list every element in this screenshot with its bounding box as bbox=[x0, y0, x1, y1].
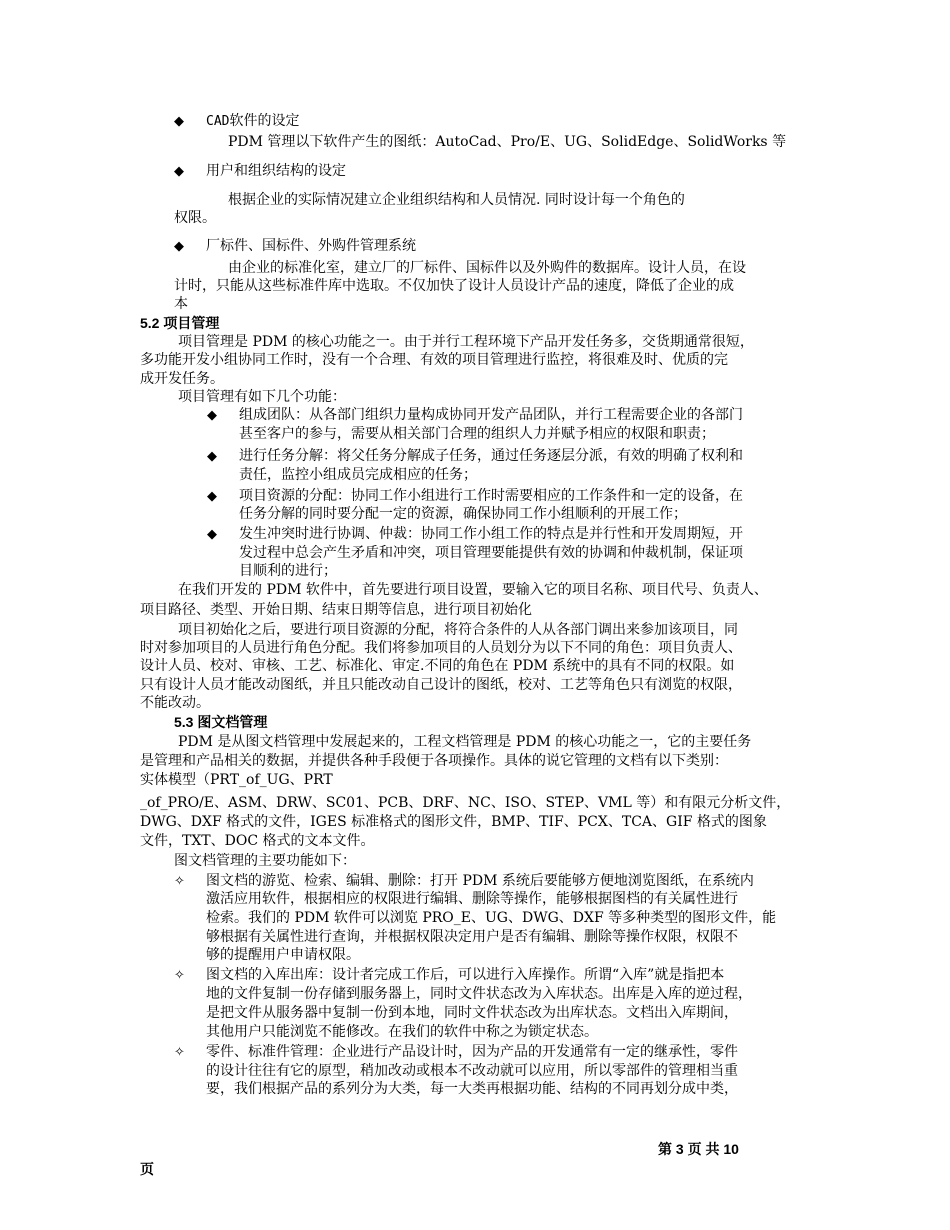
list-item-line: 地的文件复制一份存储到服务器上，同时文件状态改为入库状态。出库是入库的逆过程， bbox=[206, 986, 752, 1002]
paragraph-line: 设计人员、校对、审核、工艺、标准化、审定.不同的角色在 PDM 系统中的具有不同的权限。如 bbox=[140, 658, 735, 674]
paragraph-line: 项目管理是 PDM 的核心功能之一。由于并行工程环境下产品开发任务多，交货期通常很短， bbox=[178, 334, 754, 350]
list-item-line: 够的提醒用户申请权限。 bbox=[206, 947, 360, 963]
section-heading-5-2: 5.2 项目管理 bbox=[140, 315, 220, 331]
list-item-line: 要，我们根据产品的系列分为大类，每一大类再根据功能、结构的不同再划分成中类， bbox=[206, 1081, 738, 1097]
functions-intro: 项目管理有如下几个功能： bbox=[178, 389, 346, 405]
paragraph-line: 成开发任务。 bbox=[140, 371, 224, 387]
page-number: 第 3 页 共 10 bbox=[658, 1141, 739, 1157]
list-item-line: 甚至客户的参与，需要从相关部门合理的组织人力并赋予相应的权限和职责； bbox=[239, 426, 715, 442]
paragraph-line: 是管理和产品相关的数据，并提供各种手段便于各项操作。具体的说它管理的文档有以下类别： bbox=[140, 753, 728, 769]
list-item-line: 目顺利的进行； bbox=[239, 563, 337, 579]
standard-parts-body-line: 本 bbox=[174, 296, 188, 312]
list-item-line: 是把文件从服务器中复制一份到本地，同时文件状态改为出库状态。文档出入库期间， bbox=[206, 1005, 738, 1021]
functions-intro: 图文档管理的主要功能如下： bbox=[174, 853, 356, 869]
list-item-line: 够根据有关属性进行查询，并根据权限决定用户是否有编辑、删除等操作权限，权限不 bbox=[206, 929, 738, 945]
paragraph-line: 项目路径、类型、开始日期、结束日期等信息，进行项目初始化 bbox=[140, 602, 532, 618]
list-item-line: 零件、标准件管理：企业进行产品设计时，因为产品的开发通常有一定的继承性，零件 bbox=[206, 1044, 738, 1060]
list-item-line: 检索。我们的 PDM 软件可以浏览 PRO_E、UG、DWG、DXF 等多种类型的图形文件，能 bbox=[206, 910, 777, 926]
bullet-icon: ◆ bbox=[207, 408, 217, 423]
cad-settings-title: CAD软件的设定 bbox=[206, 113, 300, 129]
cad-settings-body: PDM 管理以下软件产生的图纸：AutoCad、Pro/E、UG、SolidEdge、SolidWorks 等 bbox=[228, 134, 787, 150]
list-item-line: 图文档的游览、检索、编辑、删除：打开 PDM 系统后要能够方便地浏览图纸，在系统内 bbox=[206, 873, 754, 889]
list-item-line: 其他用户只能浏览不能修改。在我们的软件中称之为锁定状态。 bbox=[206, 1024, 598, 1040]
bullet-icon: ◆ bbox=[174, 114, 184, 129]
paragraph-line: _of_PRO/E、ASM、DRW、SC01、PCB、DRF、NC、ISO、STEP、VML 等）和有限元分析文件， bbox=[140, 795, 791, 811]
paragraph-line: 不能改动。 bbox=[140, 695, 210, 711]
bullet-icon: ◆ bbox=[207, 527, 217, 542]
paragraph-line: 实体模型（PRT_of_UG、PRT bbox=[140, 772, 333, 788]
list-item-line: 任务分解的同时要分配一定的资源，确保协同工作小组顺利的开展工作； bbox=[239, 506, 687, 522]
user-org-title: 用户和组织结构的设定 bbox=[206, 163, 346, 179]
paragraph-line: 项目初始化之后，要进行项目资源的分配，将符合条件的人从各部门调出来参加该项目，同 bbox=[178, 622, 738, 638]
list-item-line: 的设计往往有它的原型，稍加改动或根本不改动就可以应用，所以零部件的管理相当重 bbox=[206, 1063, 738, 1079]
list-item-line: 发生冲突时进行协调、仲裁：协同工作小组工作的特点是并行性和开发周期短，开 bbox=[239, 526, 743, 542]
paragraph-line: DWG、DXF 格式的文件，IGES 标准格式的图形文件，BMP、TIF、PCX、TCA、GIF 格式的图象 bbox=[140, 814, 767, 830]
paragraph-line: 在我们开发的 PDM 软件中，首先要进行项目设置，要输入它的项目名称、项目代号、负责人、 bbox=[178, 582, 768, 598]
paragraph-line: 只有设计人员才能改动图纸，并且只能改动自己设计的图纸，校对、工艺等角色只有浏览的权限， bbox=[140, 677, 742, 693]
sparkle-bullet-icon: ✧ bbox=[174, 1045, 185, 1060]
user-org-body-line: 根据企业的实际情况建立企业组织结构和人员情况. 同时设计每一个角色的 bbox=[228, 192, 685, 208]
standard-parts-body-line: 计时，只能从这些标准件库中选取。不仅加快了设计人员设计产品的速度，降低了企业的成 bbox=[174, 278, 734, 294]
list-item-line: 发过程中总会产生矛盾和冲突，项目管理要能提供有效的协调和仲裁机制，保证项 bbox=[239, 545, 743, 561]
section-heading-5-3: 5.3 图文档管理 bbox=[174, 714, 268, 730]
sparkle-bullet-icon: ✧ bbox=[174, 968, 185, 983]
list-item-line: 激活应用软件，根据相应的权限进行编辑、删除等操作，能够根据图档的有关属性进行 bbox=[206, 891, 738, 907]
list-item-line: 进行任务分解：将父任务分解成子任务，通过任务逐层分派，有效的明确了权利和 bbox=[239, 448, 743, 464]
paragraph-line: 多功能开发小组协同工作时，没有一个合理、有效的项目管理进行监控，将很难及时、优质的完 bbox=[140, 352, 728, 368]
list-item-line: 图文档的入库出库：设计者完成工作后，可以进行入库操作。所谓“入库”就是指把本 bbox=[206, 967, 725, 983]
bullet-icon: ◆ bbox=[174, 164, 184, 179]
list-item-line: 项目资源的分配：协同工作小组进行工作时需要相应的工作条件和一定的设备，在 bbox=[239, 488, 743, 504]
standard-parts-title: 厂标件、国标件、外购件管理系统 bbox=[206, 238, 416, 254]
paragraph-line: 时对参加项目的人员进行角色分配。我们将参加项目的人员划分为以下不同的角色：项目负责人、 bbox=[140, 640, 742, 656]
user-org-body-line: 权限。 bbox=[174, 210, 216, 226]
bullet-icon: ◆ bbox=[174, 239, 184, 254]
list-item-line: 组成团队：从各部门组织力量构成协同开发产品团队，并行工程需要企业的各部门 bbox=[239, 407, 743, 423]
sparkle-bullet-icon: ✧ bbox=[174, 874, 185, 889]
bullet-icon: ◆ bbox=[207, 489, 217, 504]
standard-parts-body-line: 由企业的标准化室，建立厂的厂标件、国标件以及外购件的数据库。设计人员，在设 bbox=[228, 260, 746, 276]
paragraph-line: 文件，TXT、DOC 格式的文本文件。 bbox=[140, 833, 375, 849]
bullet-icon: ◆ bbox=[207, 449, 217, 464]
paragraph-line: PDM 是从图文档管理中发展起来的，工程文档管理是 PDM 的核心功能之一，它的主要任务 bbox=[178, 734, 752, 750]
page-number-tail: 页 bbox=[140, 1161, 154, 1177]
list-item-line: 责任，监控小组成员完成相应的任务； bbox=[239, 467, 477, 483]
